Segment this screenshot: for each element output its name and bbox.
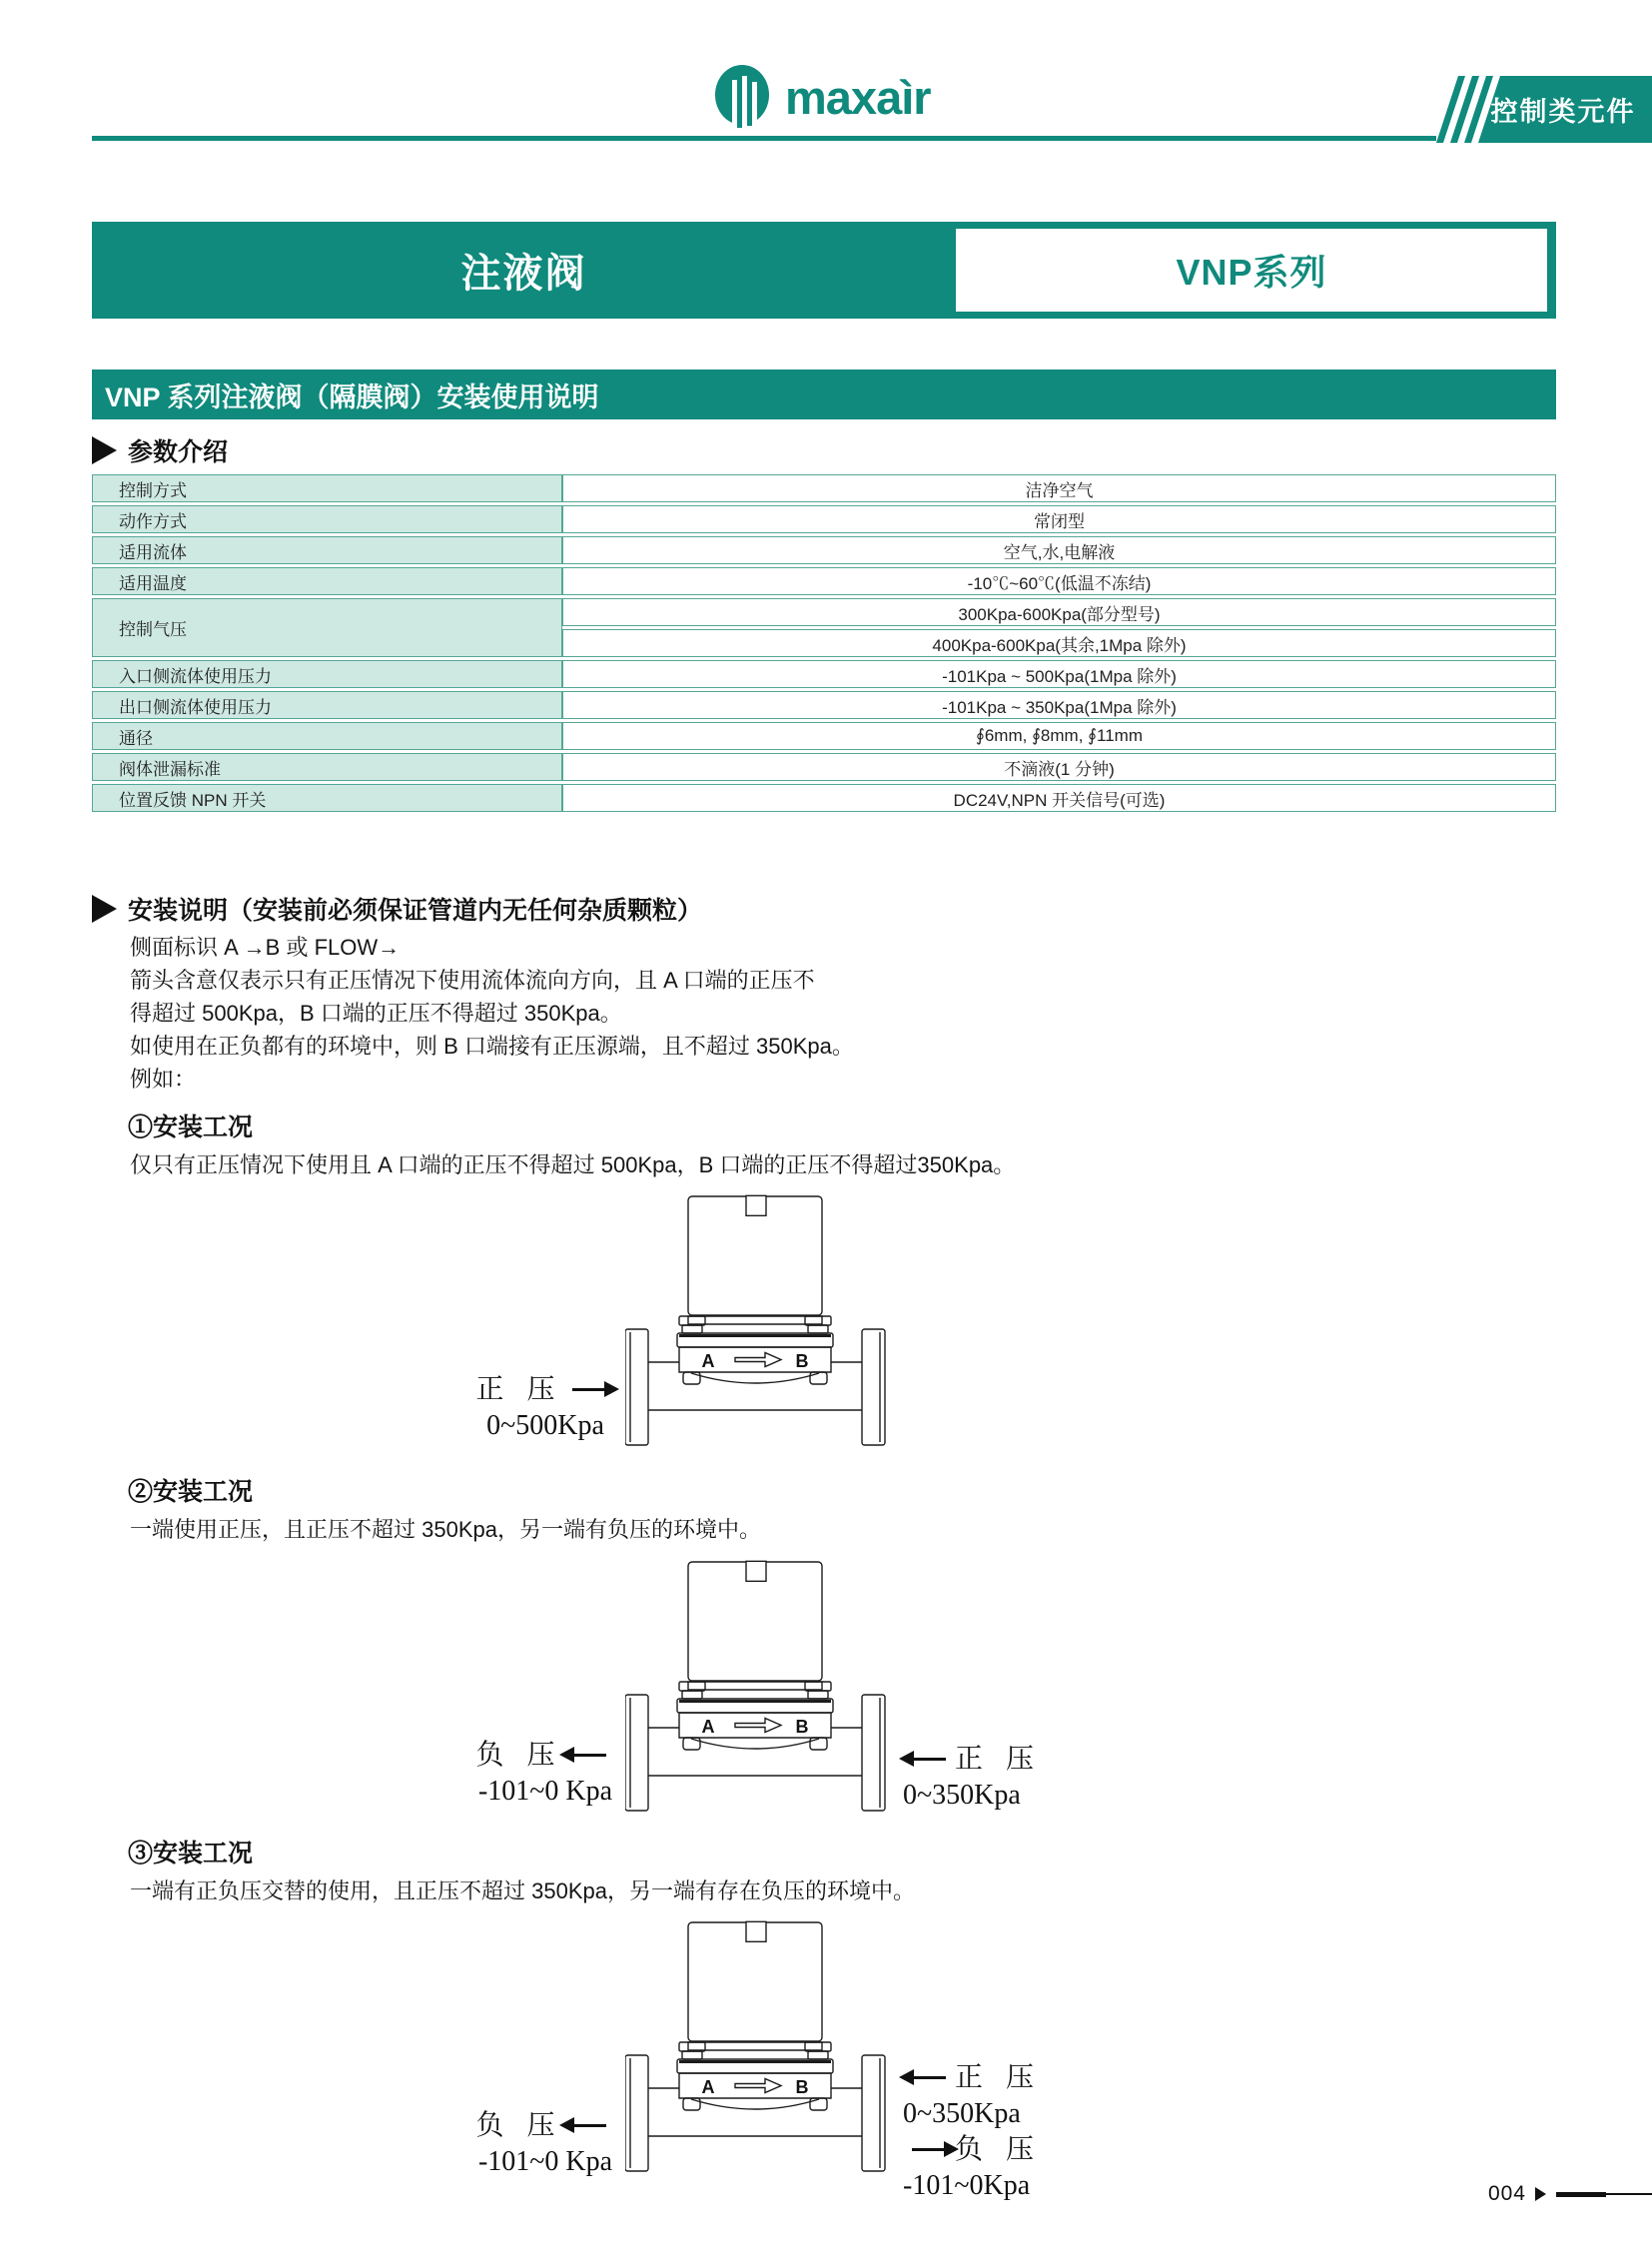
parameters-table xyxy=(92,471,1556,815)
case3-figure xyxy=(92,1920,1556,2210)
page-header xyxy=(0,0,1652,143)
param-label: 适用温度 xyxy=(92,567,562,595)
port-b-label: B xyxy=(795,1717,809,1737)
param-label: 入口侧流体使用压力 xyxy=(92,660,562,688)
pressure-range-text: 0~350Kpa xyxy=(903,1780,1021,1811)
arrow-right-icon xyxy=(912,2148,946,2151)
param-label: 阀体泄漏标准 xyxy=(92,753,562,781)
param-label: 通径 xyxy=(92,722,562,750)
pressure-label-text: 正 压 xyxy=(955,1744,1043,1775)
vacuum-range-text: -101~0Kpa xyxy=(903,2170,1031,2201)
product-title: 注液阀 xyxy=(460,252,587,296)
vacuum-range-text: -101~0 Kpa xyxy=(477,2146,613,2177)
case3-description: 一端有正负压交替的使用，且正压不超过 350Kpa，另一端有存在负压的环境中。 xyxy=(130,1878,915,1903)
page-number-arrow-icon xyxy=(1535,2187,1546,2201)
install-heading-label: 安装说明（安装前必须保证管道内无任何杂质颗粒） xyxy=(128,897,703,925)
param-value: 洁净空气 xyxy=(562,474,1556,502)
pressure-range-text: 0~500Kpa xyxy=(486,1410,604,1441)
param-value: 不滴液(1 分钟) xyxy=(562,753,1556,781)
table-row xyxy=(92,660,1556,688)
params-heading-label: 参数介绍 xyxy=(128,438,229,466)
page-number: 004 xyxy=(1487,2182,1526,2205)
case2-description: 一端使用正压，且正压不超过 350Kpa，另一端有负压的环境中。 xyxy=(130,1517,761,1542)
arrow-left-icon xyxy=(572,1754,606,1757)
arrow-left-icon xyxy=(912,1758,946,1761)
pressure-label-left xyxy=(469,1372,621,1444)
param-value: 常闭型 xyxy=(562,505,1556,533)
series-title: VNP系列 xyxy=(1176,252,1327,293)
case2-figure xyxy=(92,1560,1556,1822)
install-heading xyxy=(92,891,1652,927)
case1-heading: ①安装工况 xyxy=(128,1114,254,1141)
param-value: -101Kpa ~ 350Kpa(1Mpa 除外) xyxy=(562,691,1556,719)
vacuum-label-text: 负 压 xyxy=(955,2134,1043,2165)
case2-heading: ②安装工况 xyxy=(128,1478,254,1506)
brand-logo-icon xyxy=(711,64,773,130)
arrow-left-icon xyxy=(912,2076,946,2079)
param-value: 400Kpa-600Kpa(其余,1Mpa 除外) xyxy=(562,629,1556,657)
param-label: 位置反馈 NPN 开关 xyxy=(92,784,562,812)
param-value: 空气,水,电解液 xyxy=(562,536,1556,564)
param-label: 出口侧流体使用压力 xyxy=(92,691,562,719)
param-value: 300Kpa-600Kpa(部分型号) xyxy=(562,598,1556,626)
port-b-label: B xyxy=(795,2077,809,2097)
triangle-bullet-icon xyxy=(92,895,117,923)
port-a-label: A xyxy=(701,1351,715,1371)
series-box xyxy=(956,229,1547,312)
case1-figure xyxy=(92,1194,1556,1460)
table-row xyxy=(92,567,1556,595)
table-row xyxy=(92,753,1556,781)
table-row xyxy=(92,691,1556,719)
product-title-cell xyxy=(92,222,956,319)
install-line: 如使用在正负都有的环境中，则 B 口端接有正压源端，且不超过 350Kpa。 xyxy=(130,1034,854,1059)
param-label: 适用流体 xyxy=(92,536,562,564)
param-label: 控制气压 xyxy=(92,598,562,657)
pressure-label-text: 正 压 xyxy=(955,2062,1043,2093)
case3-heading: ③安装工况 xyxy=(128,1840,254,1868)
table-row xyxy=(92,474,1556,502)
header-rule xyxy=(92,136,1436,141)
install-line: 箭头含意仅表示只有正压情况下使用流体流向方向，且 A 口端的正压不 xyxy=(130,968,815,993)
vacuum-label-text: 负 压 xyxy=(475,2110,563,2141)
section-bar-title: VNP 系列注液阀（隔膜阀）安装使用说明 xyxy=(105,381,599,412)
title-bar xyxy=(92,222,1556,319)
vacuum-label-text: 负 压 xyxy=(475,1740,563,1771)
category-tag xyxy=(1428,76,1652,143)
table-row xyxy=(92,598,1556,626)
arrow-left-icon xyxy=(572,2124,606,2127)
vacuum-label-left xyxy=(469,1738,621,1810)
table-row xyxy=(92,505,1556,533)
pressure-label-right xyxy=(903,1742,1042,1814)
case1-description: 仅只有正压情况下使用且 A 口端的正压不得超过 500Kpa，B 口端的正压不得超过350Kpa。 xyxy=(130,1152,1016,1177)
install-line: 侧面标识 A →B 或 FLOW→ xyxy=(130,935,401,960)
port-b-label: B xyxy=(795,1351,809,1371)
arrow-right-icon xyxy=(572,1388,606,1391)
table-row xyxy=(92,536,1556,564)
vacuum-range-text: -101~0 Kpa xyxy=(477,1776,613,1807)
param-value: ∮6mm, ∮8mm, ∮11mm xyxy=(562,722,1556,750)
params-heading xyxy=(92,432,1652,468)
brand-logo xyxy=(711,64,931,130)
install-line: 例如： xyxy=(130,1067,197,1092)
valve-diagram xyxy=(625,1194,887,1447)
install-line: 得超过 500Kpa，B 口端的正压不得超过 350Kpa。 xyxy=(130,1001,622,1026)
install-description xyxy=(130,931,1556,1096)
triangle-bullet-icon xyxy=(92,436,117,464)
param-label: 动作方式 xyxy=(92,505,562,533)
param-value: -10℃~60℃(低温不冻结) xyxy=(562,567,1556,595)
footer-rule-thick xyxy=(1556,2192,1606,2197)
port-a-label: A xyxy=(701,1717,715,1737)
port-a-label: A xyxy=(701,2077,715,2097)
param-value: DC24V,NPN 开关信号(可选) xyxy=(562,784,1556,812)
pressure-vacuum-label-right xyxy=(903,2060,1042,2204)
param-label: 控制方式 xyxy=(92,474,562,502)
section-bar xyxy=(92,370,1556,419)
pressure-label-text: 正 压 xyxy=(475,1374,563,1405)
param-value: -101Kpa ~ 500Kpa(1Mpa 除外) xyxy=(562,660,1556,688)
table-row xyxy=(92,784,1556,812)
valve-diagram xyxy=(625,1560,887,1813)
page-footer xyxy=(1488,2182,1652,2206)
pressure-range-text: 0~350Kpa xyxy=(903,2098,1021,2129)
brand-wordmark: maxaìr xyxy=(785,70,931,124)
category-tag-label: 控制类元件 xyxy=(1490,97,1636,127)
footer-rule-thin xyxy=(1606,2193,1652,2195)
vacuum-label-left xyxy=(469,2108,621,2180)
table-row xyxy=(92,722,1556,750)
valve-diagram xyxy=(625,1920,887,2173)
